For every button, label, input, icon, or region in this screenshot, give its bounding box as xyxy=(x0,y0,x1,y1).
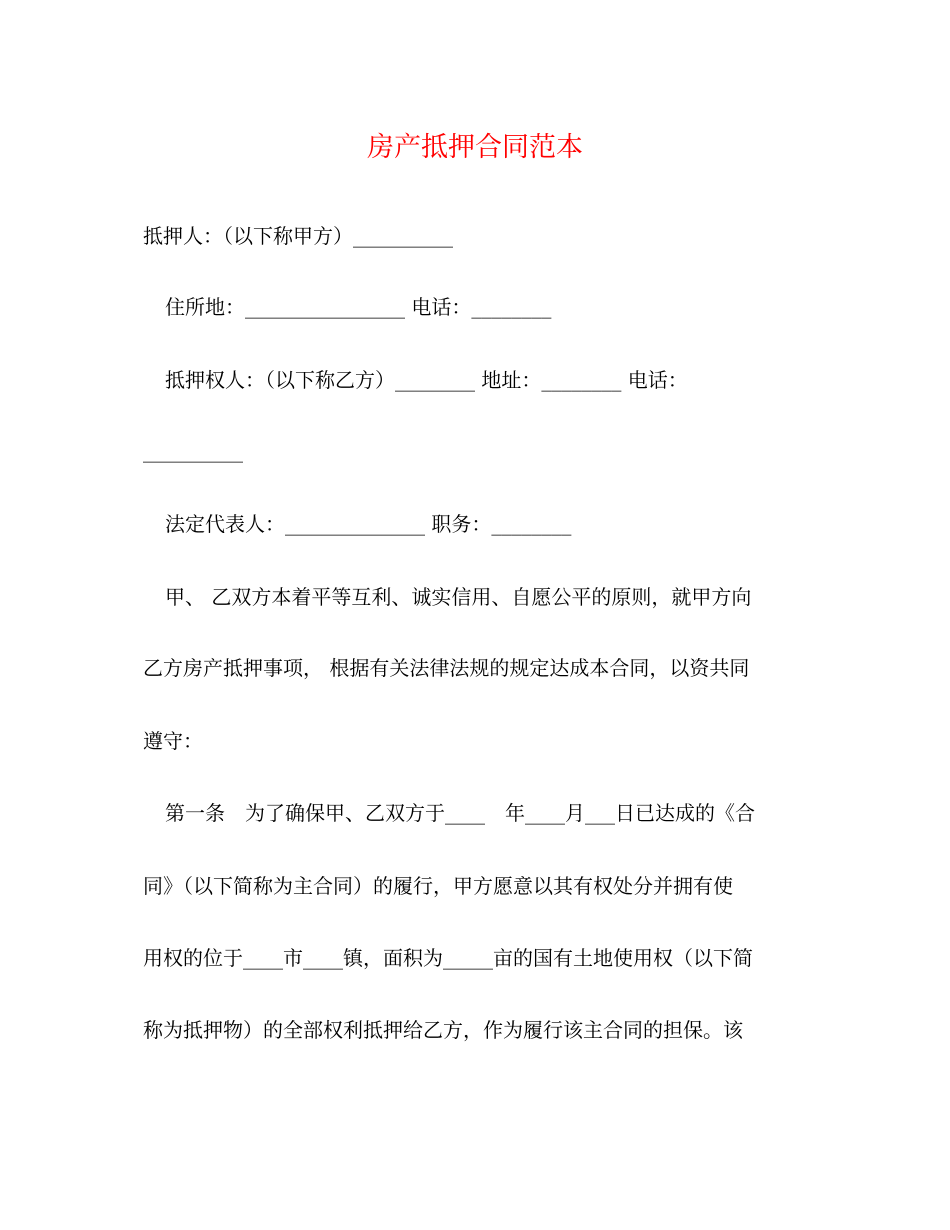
article-1-line-1: 第一条 为了确保甲、乙双方于____ 年____月___日已达成的《合 xyxy=(165,801,755,825)
mortgagor-line: 抵押人：（以下称甲方）__________ xyxy=(143,224,453,248)
article-1-line-4: 称为抵押物）的全部权利抵押给乙方，作为履行该主合同的担保。该 xyxy=(143,1018,743,1042)
address-phone-line: 住所地：________________ 电话：________ xyxy=(165,295,552,319)
mortgagee-phone-blank: __________ xyxy=(143,439,243,463)
legal-rep-line: 法定代表人：______________ 职务：________ xyxy=(165,512,572,536)
preamble-line-2: 乙方房产抵押事项， 根据有关法律法规的规定达成本合同，以资共同 xyxy=(143,656,750,680)
document-title: 房产抵押合同范本 xyxy=(367,132,583,163)
preamble-line-1: 甲、 乙双方本着平等互利、诚实信用、自愿公平的原则，就甲方向 xyxy=(165,585,752,609)
article-1-line-2: 同》（以下简称为主合同）的履行，甲方愿意以其有权处分并拥有使 xyxy=(143,874,733,898)
article-1-line-3: 用权的位于____市____镇，面积为_____亩的国有土地使用权（以下简 xyxy=(143,946,753,970)
mortgagee-line: 抵押权人：（以下称乙方）________ 地址：________ 电话： xyxy=(165,368,688,392)
preamble-line-3: 遵守： xyxy=(143,729,203,753)
